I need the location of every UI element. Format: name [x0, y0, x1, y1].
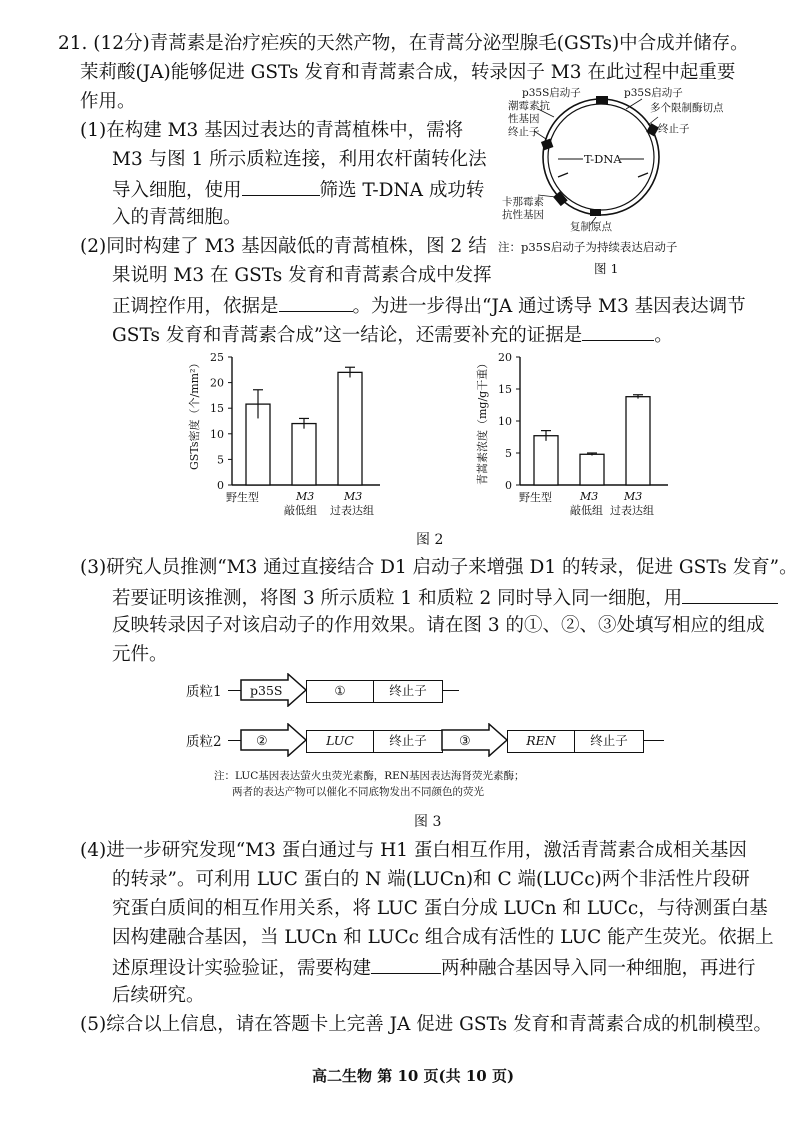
fig3-slot-3-arrow[interactable] [441, 723, 509, 757]
figure-1-plasmid-map [498, 85, 778, 285]
fig3-slot-2-arrow[interactable] [240, 723, 308, 757]
chart-left-ylabel: GSTs密度（个/mm²） [188, 357, 201, 470]
chart-right-ytick-label: 15 [498, 383, 512, 396]
figure-2-chart-artemisinin [468, 345, 678, 525]
part2-line-1: (2)同时构建了 M3 基因敲低的青蒿植株，图 2 结 [80, 236, 487, 257]
chart-left-ytick-label: 10 [210, 427, 224, 441]
fig3-plasmid-1-label: 质粒1 [186, 684, 222, 700]
fig1-label-p35s-left: p35S启动子 [522, 87, 581, 99]
chart-right-bar [626, 397, 650, 485]
part3-answer-blank[interactable] [682, 585, 778, 604]
fig3-ren-gene: REN [507, 730, 575, 753]
chart-right-cat-2-bottom: 敲低组 [570, 504, 603, 517]
fig1-label-p35s-right: p35S启动子 [624, 87, 683, 99]
part4-line-1: (4)进一步研究发现“M3 蛋白通过与 H1 蛋白相互作用，激活青蒿素合成相关基因 [80, 840, 747, 861]
question-intro-line-3: 作用。 [80, 91, 136, 112]
origin-block-bottom [590, 209, 601, 216]
chart-left-cat-3-bottom: 过表达组 [330, 504, 374, 517]
figure-2-caption: 图 2 [416, 532, 444, 548]
chart-left-ytick-label: 20 [210, 376, 224, 390]
chart-left-cat-2-bottom: 敲低组 [284, 504, 317, 517]
part3-line-2: 若要证明该推测，将图 3 所示质粒 1 和质粒 2 同时导入同一细胞，用 [112, 585, 778, 611]
chart-right-cat-3-bottom: 过表达组 [610, 504, 654, 517]
chart-right-bar [580, 454, 604, 485]
part1-line-3: 导入细胞，使用 筛选 T-DNA 成功转 [112, 177, 484, 203]
chart-right-ytick-label: 20 [498, 351, 512, 364]
fig3-p35s-text: p35S [250, 683, 283, 698]
chart-left-ytick-label: 5 [217, 453, 224, 467]
fig3-p35s-arrow [240, 673, 308, 707]
chart-right-ylabel: 青蒿素浓度（mg/g干重） [476, 357, 489, 485]
part2-line-4: GSTs 发育和青蒿素合成”这一结论，还需要补充的证据是 。 [112, 322, 673, 348]
fig3-slot-3-text: ③ [459, 734, 471, 749]
fig1-label-term-right: 终止子 [658, 123, 690, 135]
part1-answer-blank[interactable] [242, 177, 320, 196]
part4-line-2: 的转录”。可利用 LUC 蛋白的 N 端(LUCn)和 C 端(LUCc)两个非活性片段研 [112, 869, 750, 890]
chart-right-cat-3-top: M3 [624, 490, 643, 503]
fig3-note-line-2: 两者的表达产物可以催化不同底物发出不同颜色的荧光 [232, 786, 484, 798]
chart-right-ytick-label: 5 [505, 447, 512, 460]
question-intro-line-1: 21. (12分)青蒿素是治疗疟疾的天然产物，在青蒿分泌型腺毛(GSTs)中合成并储存。 [58, 33, 749, 54]
chart-left-ytick-label: 0 [217, 479, 224, 492]
fig1-label-hyg-2: 性基因 [508, 113, 540, 125]
promoter-block-top [596, 96, 608, 104]
chart-left-cat-1: 野生型 [226, 491, 259, 504]
fig3-luc-gene: LUC [306, 730, 374, 753]
chart-right-ytick-label: 0 [505, 479, 512, 492]
part4-answer-blank[interactable] [371, 955, 441, 974]
fig1-caption: 图 1 [594, 261, 619, 276]
fig3-plasmid-2-line-right [644, 740, 664, 741]
fig3-note-line-1: 注：LUC基因表达萤火虫荧光素酶，REN基因表达海肾荧光素酶； [214, 770, 525, 782]
fig1-label-kan-2: 抗性基因 [502, 209, 544, 221]
figure-3-caption: 图 3 [414, 814, 442, 830]
part2-answer-blank-2[interactable] [582, 322, 654, 341]
chart-right-cat-1: 野生型 [519, 491, 552, 504]
part2-line-2: 果说明 M3 在 GSTs 发育和青蒿素合成中发挥 [112, 265, 492, 286]
chart-right-ytick-label: 10 [498, 415, 512, 428]
fig1-label-hyg-1: 潮霉素抗 [508, 100, 550, 112]
fig3-plasmid-2-terminator-2: 终止子 [574, 730, 644, 753]
fig1-label-kan-1: 卡那霉素 [502, 196, 544, 208]
fig3-slot-2-text: ② [256, 734, 268, 749]
fig3-slot-1[interactable]: ① [306, 680, 374, 703]
part1-line-4: 入的青蒿细胞。 [112, 207, 242, 228]
part2-line-3: 正调控作用，依据是 。为进一步得出“JA 通过诱导 M3 基因表达调节 [112, 293, 746, 319]
part1-line-2: M3 与图 1 所示质粒连接，利用农杆菌转化法 [112, 149, 487, 170]
fig3-plasmid-1-line-right [443, 690, 459, 691]
part3-line-3: 反映转录因子对该启动子的作用效果。请在图 3 的①、②、③处填写相应的组成 [112, 615, 765, 636]
chart-left-cat-3-top: M3 [344, 490, 363, 503]
fig1-label-ori: 复制原点 [570, 221, 612, 233]
question-intro-line-2: 茉莉酸(JA)能够促进 GSTs 发育和青蒿素合成，转录因子 M3 在此过程中起重要 [80, 62, 736, 83]
chart-left-bar [338, 372, 362, 485]
fig1-label-tdna: T-DNA [584, 152, 622, 166]
part4-line-4: 因构建融合基因，当 LUCn 和 LUCc 组合成有活性的 LUC 能产生荧光。依据上 [112, 927, 774, 948]
chart-left-ytick-label: 25 [210, 351, 224, 364]
part5-line-1: (5)综合以上信息，请在答题卡上完善 JA 促进 GSTs 发育和青蒿素合成的机制模型。 [80, 1014, 772, 1035]
part3-line-4: 元件。 [112, 644, 168, 665]
fig1-label-term-left: 终止子 [508, 126, 540, 138]
fig3-plasmid-2-terminator-1: 终止子 [373, 730, 443, 753]
part4-line-6: 后续研究。 [112, 985, 205, 1006]
tdna-arrow-left [558, 173, 568, 177]
page-footer: 高二生物 第 10 页(共 10 页) [312, 1067, 515, 1085]
fig3-plasmid-2-label: 质粒2 [186, 734, 222, 750]
chart-left-ytick-label: 15 [210, 402, 224, 416]
tdna-arrow-right [638, 173, 648, 177]
chart-left-cat-2-top: M3 [296, 490, 315, 503]
part3-line-1: (3)研究人员推测“M3 通过直接结合 D1 启动子来增强 D1 的转录，促进 GSTs 发育”。 [80, 557, 798, 578]
chart-right-bar [534, 436, 558, 485]
chart-right-cat-2-top: M3 [580, 490, 599, 503]
fig1-label-mcs: 多个限制酶切点 [650, 102, 724, 114]
part1-line-1: (1)在构建 M3 基因过表达的青蒿植株中，需将 [80, 120, 464, 141]
fig3-plasmid-1-terminator: 终止子 [373, 680, 443, 703]
part4-line-5: 述原理设计实验验证，需要构建 两种融合基因导入同一种细胞，再进行 [112, 955, 756, 981]
chart-left-bar [292, 424, 316, 485]
part2-answer-blank-1[interactable] [279, 293, 353, 312]
part4-line-3: 究蛋白质间的相互作用关系，将 LUC 蛋白分成 LUCn 和 LUCc，与待测蛋白基 [112, 898, 768, 919]
fig1-note: 注：p35S启动子为持续表达启动子 [498, 240, 678, 254]
